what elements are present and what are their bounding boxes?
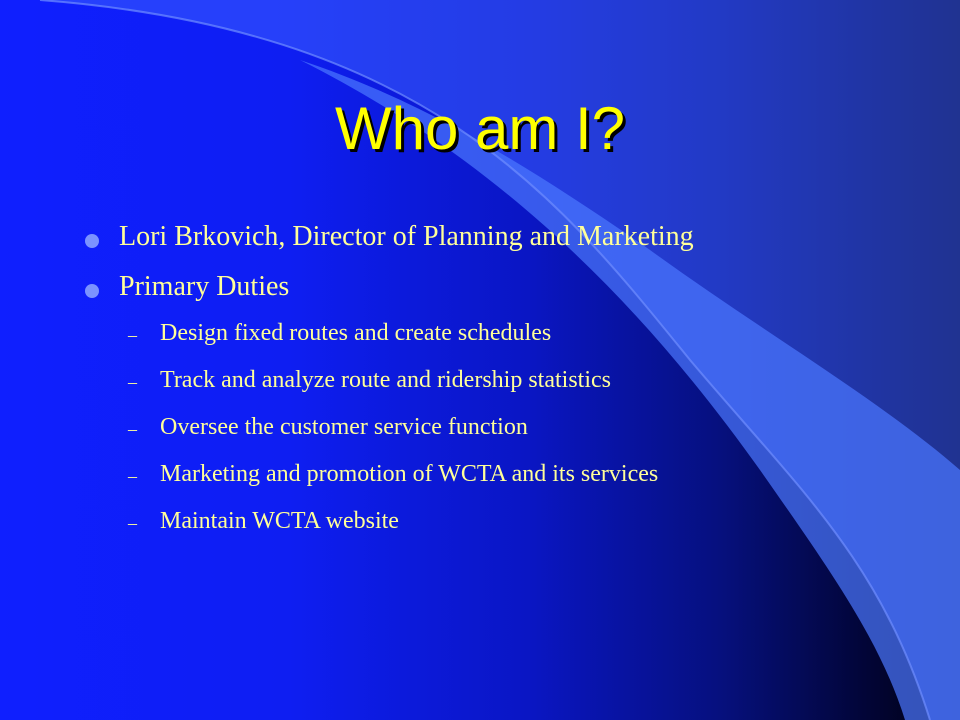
sub-bullet-text: Marketing and promotion of WCTA and its services — [160, 461, 659, 487]
sub-bullet-item — [128, 504, 775, 551]
bullet-item — [85, 268, 775, 306]
sub-bullet-text: Design fixed routes and create schedules — [160, 320, 552, 346]
dash-marker: – — [128, 325, 137, 345]
bullet-dot-icon — [85, 234, 99, 248]
bullet-dot-icon — [85, 284, 99, 298]
sub-bullet-list — [128, 316, 775, 551]
sub-bullet-text: Oversee the customer service function — [160, 414, 528, 440]
sub-bullet-item — [128, 410, 775, 457]
sub-bullet-item — [128, 457, 775, 504]
dash-marker: – — [128, 372, 137, 392]
bullet-text: Lori Brkovich, Director of Planning and Marketing — [119, 221, 694, 252]
sub-bullet-item — [128, 316, 775, 363]
dash-marker: – — [128, 466, 137, 486]
bullet-list — [85, 218, 775, 551]
dash-marker: – — [128, 419, 137, 439]
sub-bullet-text: Maintain WCTA website — [160, 508, 399, 534]
sub-bullet-text: Track and analyze route and ridership statistics — [160, 367, 611, 393]
bullet-text: Primary Duties — [119, 271, 290, 302]
slide-title: Who am I? — [334, 95, 626, 162]
sub-bullet-item — [128, 363, 775, 410]
bullet-item — [85, 218, 775, 256]
dash-marker: – — [128, 513, 137, 533]
